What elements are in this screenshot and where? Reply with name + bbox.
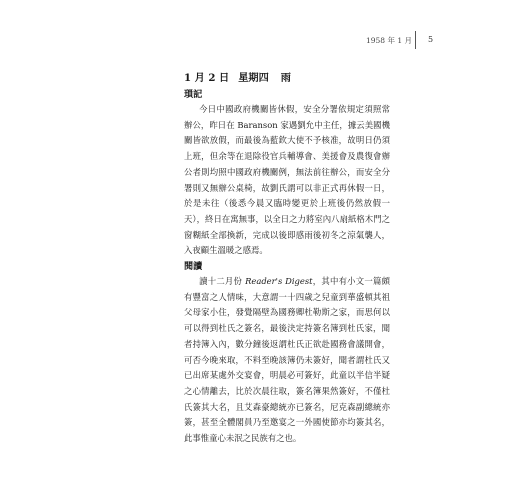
- entry-weather: 雨: [280, 72, 291, 84]
- reading-text-start: 讀十二月份: [199, 276, 246, 287]
- paragraph-reading: [184, 274, 390, 447]
- magazine-title: Reader's Digest: [245, 276, 313, 287]
- section-heading-reading: 閱讀: [184, 261, 203, 273]
- diary-page-body: [184, 70, 390, 447]
- paragraph-misc: 今日中國政府機關皆休假，安全分署依規定須照常辦公，昨日在 Baranson 家遇劉允中主任，據云美國機關皆欲放假，而最後為藍欽大使不予核准，故明日仍須上班，但余等在退除役官兵輔導會、美援會及農復會辦公者則均照中國政府機關例，無法前往辦公，而安全分署則又無辦公桌椅，故劉氏謂可以非正式再休假一日，於是未往（後悉今晨又臨時變更於上班後仍然放假一天），終日在寓無事，以全日之力將室內八扇紙格木門之窗糊紙全部換新，完成以後即感雨後初冬之涼氣襲人，入夜顧生溫暖之感焉。: [184, 104, 390, 256]
- running-date: 1958 年 1 月: [365, 36, 412, 45]
- entry-date: 1 月 2 日: [184, 72, 230, 84]
- entry-weekday: 星期四: [238, 72, 269, 84]
- header-divider: [415, 31, 416, 49]
- reading-text-rest: ，其中有小文一篇頗有豐富之人情味，大意謂一十四歲之兒童到華盛頓其祖父母家小住，發覺隔壁為國務卿杜勒斯之家，而思何以可以得到杜氏之簽名，最後決定持簽名簿到杜氏家，聞者持簿入內，數分鐘後返謂杜氏正欲赴國務會議開會，可否今晚來取，不料至晚該簿仍未簽好，聞者謂杜氏又已出席某處外交宴會，明晨必可簽好，此童以半信半疑之心情離去，比於次晨往取，簽名簿果然簽好，不僅杜氏簽其大名，且艾森豪總統亦已簽名，尼克森副總統亦簽，甚至全體閣員乃至邀宴之一外國使節亦均簽其名，此事惟童心未泯之民族有之也。: [184, 276, 390, 444]
- page-number: 5: [428, 35, 434, 44]
- running-head: [0, 31, 520, 51]
- entry-heading: [184, 70, 390, 87]
- section-heading-misc: 瑣記: [184, 89, 203, 100]
